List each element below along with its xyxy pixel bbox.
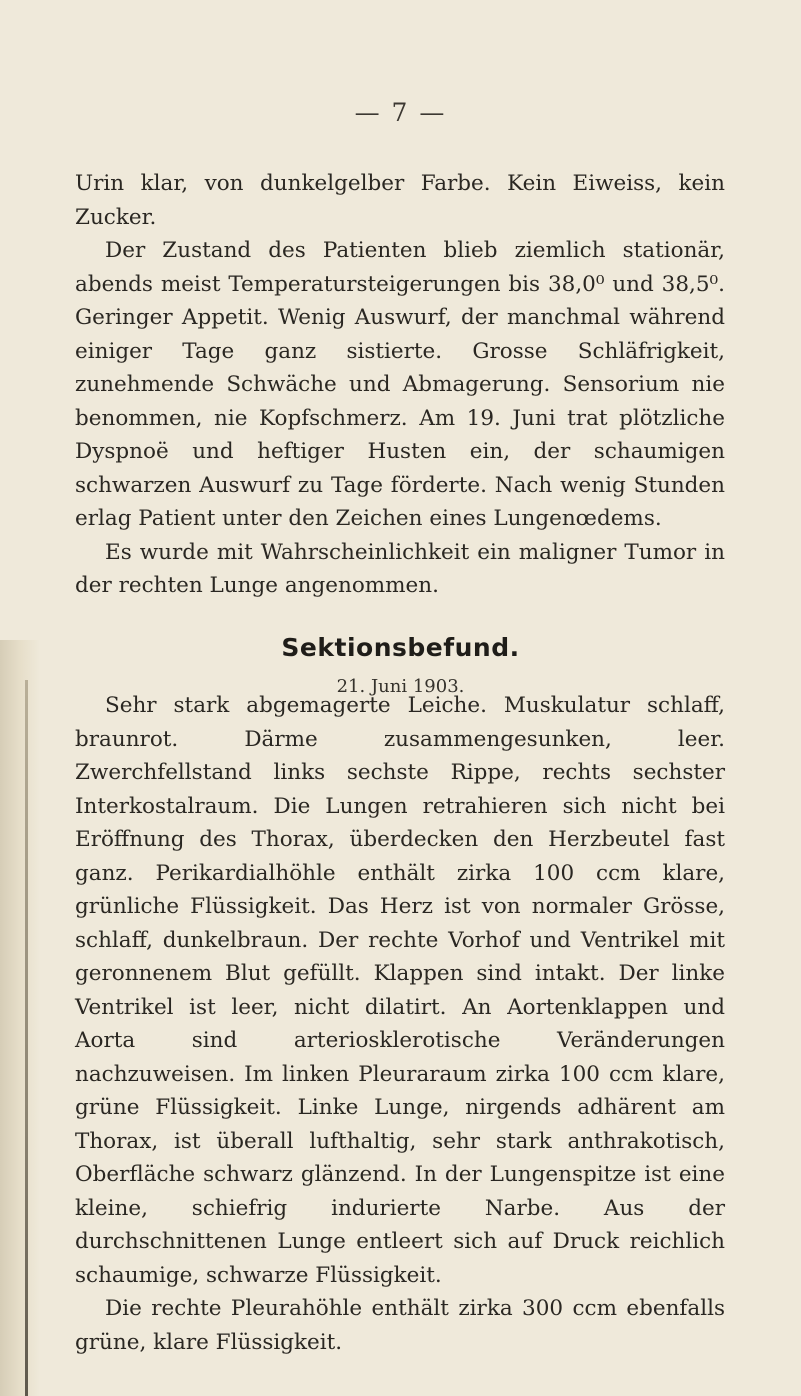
paragraph-right-pleura: Die rechte Pleurahöhle enthält zirka 300 ccm ebenfalls grüne, klare Flüssigkeit. <box>75 1296 725 1355</box>
autopsy-findings <box>75 689 725 1359</box>
clinical-history <box>75 167 725 603</box>
paragraph-diagnosis: Es wurde mit Wahrscheinlichkeit ein maligner Tumor in der rechten Lunge angenommen. <box>75 539 725 598</box>
binding-shadow <box>0 640 40 1396</box>
paragraph-urine: Urin klar, von dunkelgelber Farbe. Kein Eiweiss, kein Zucker. <box>75 171 725 230</box>
page-number: — 7 — <box>354 98 447 127</box>
section-heading: Sektionsbefund. <box>281 633 520 662</box>
paragraph-course: Der Zustand des Patienten blieb ziemlich stationär, abends meist Temperatursteigerungen bis 38,0⁰ und 38,5⁰. Geringer Appetit. Wenig Auswurf, der manchmal während einiger Tage ganz sistierte. Grosse Schläfrigkeit, zunehmende Schwäche und Abmagerung. Sensorium nie benommen, nie Kopfschmerz. Am 19. Juni trat plötzliche Dyspnoë und heftiger Husten ein, der schaumigen schwarzen Auswurf zu Tage förderte. Nach wenig Stunden erlag Patient unter den Zeichen eines Lungenœdems. <box>75 238 725 531</box>
binding-edge <box>25 680 28 1396</box>
paragraph-autopsy: Sehr stark abgemagerte Leiche. Muskulatur schlaff, braunrot. Därme zusammengesunken, leer. Zwerchfellstand links sechste Rippe, rechts sechster Interkostalraum. Die Lungen retrahieren sich nicht bei Eröffnung des Thorax, überdecken den Herzbeutel fast ganz. Perikardialhöhle enthält zirka 100 ccm klare, grünliche Flüssigkeit. Das Herz ist von normaler Grösse, schlaff, dunkelbraun. Der rechte Vorhof und Ventrikel mit geronnenem Blut gefüllt. Klappen sind intakt. Der linke Ventrikel ist leer, nicht dilatirt. An Aortenklappen und Aorta sind arteriosklerotische Veränderungen nachzuweisen. Im linken Pleuraraum zirka 100 ccm klare, grüne Flüssigkeit. Linke Lunge, nirgends adhärent am Thorax, ist überall lufthaltig, sehr stark anthrakotisch, Oberfläche schwarz glänzend. In der Lungenspitze ist eine kleine, schiefrig indurierte Narbe. Aus der durchschnittenen Lunge entleert sich auf Druck reichlich schaumige, schwarze Flüssigkeit. <box>75 693 725 1288</box>
section-date: 21. Juni 1903. <box>336 676 465 697</box>
